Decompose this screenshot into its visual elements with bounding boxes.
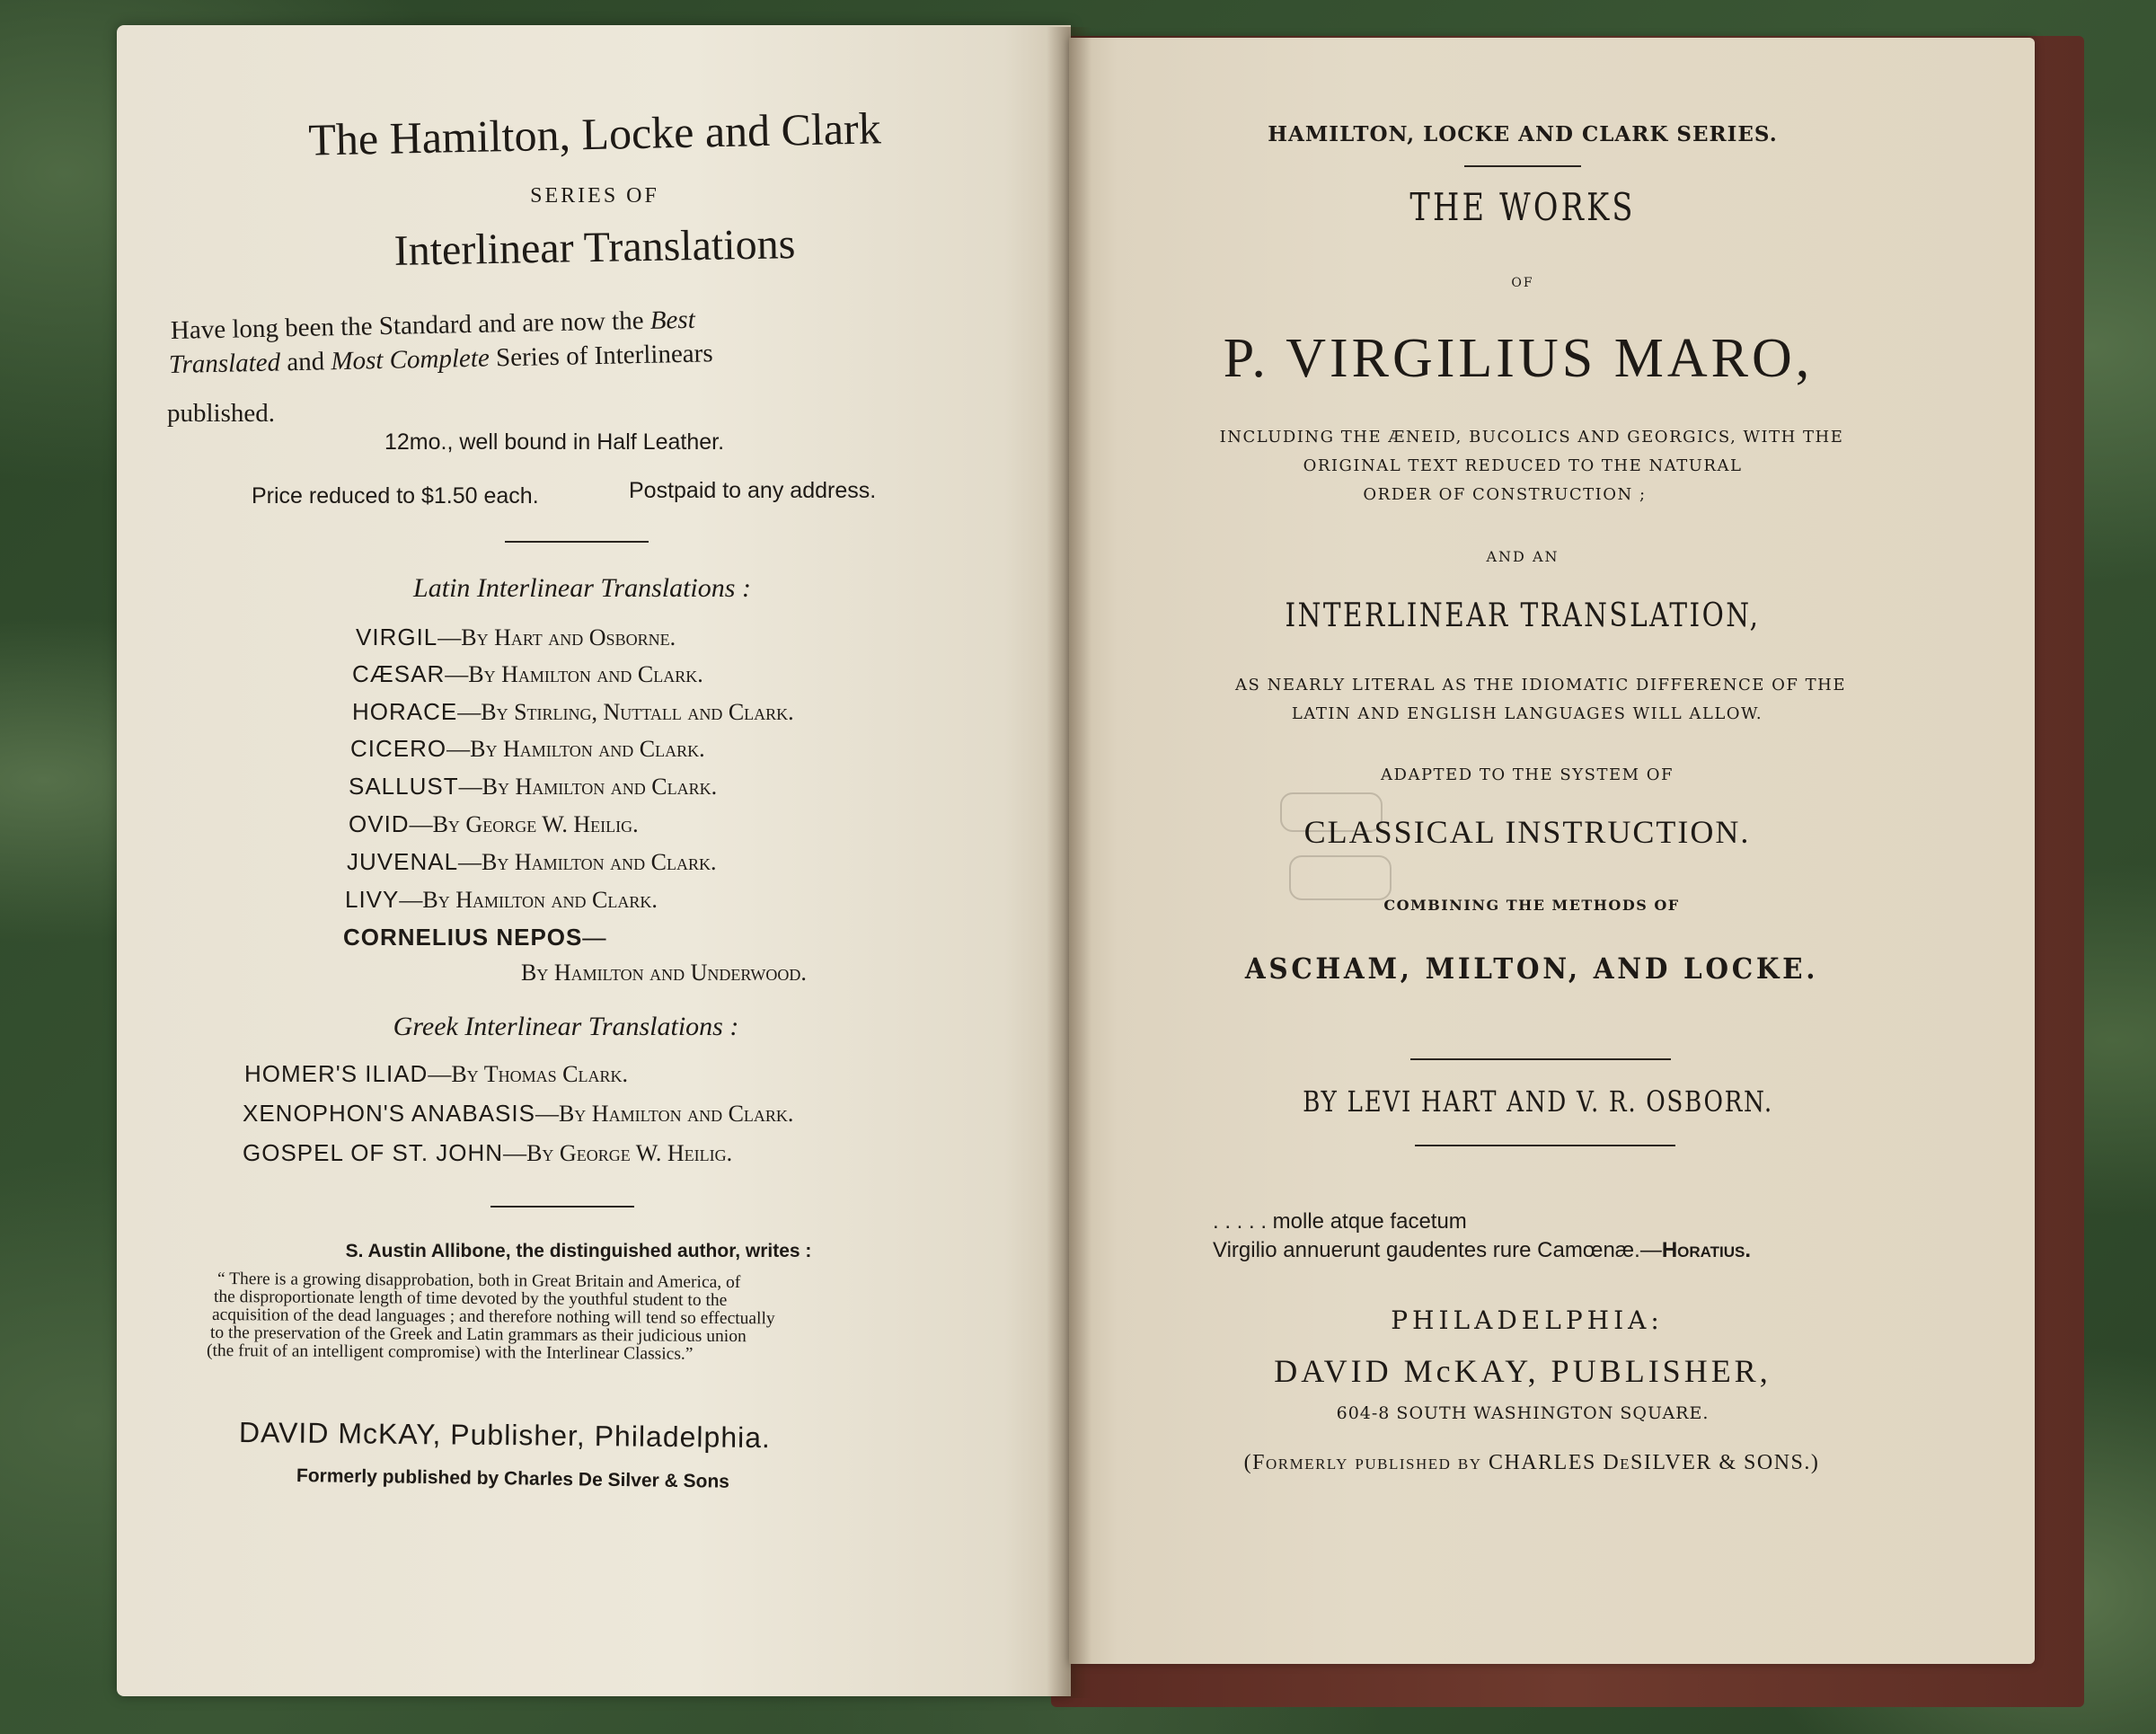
list-item: SALLUST—By Hamilton and Clark. [349, 773, 718, 800]
right-page [1069, 38, 2035, 1664]
title-works: THE WORKS [1409, 185, 1636, 229]
divider [1410, 1058, 1671, 1060]
list-item: CORNELIUS NEPOS— [343, 924, 606, 951]
divider [1415, 1145, 1675, 1146]
publisher-name: DAVID McKAY, PUBLISHER, [1274, 1353, 1772, 1389]
literal-line: LATIN AND ENGLISH LANGUAGES WILL ALLOW. [1291, 704, 1763, 723]
quote-line: “ There is a growing disapprobation, both in Great Britain and America, of [216, 1270, 741, 1293]
divider [1464, 165, 1581, 167]
list-item: VIRGIL—By Hart and Osborne. [356, 624, 676, 650]
page-stain [1289, 855, 1392, 900]
divider [505, 541, 649, 543]
series-of: SERIES OF [530, 184, 659, 208]
list-item: CÆSAR—By Hamilton and Clark. [352, 660, 703, 687]
list-item: XENOPHON'S ANABASIS—By Hamilton and Clark. [243, 1100, 794, 1127]
series-title: The Hamilton, Locke and Clark [307, 102, 882, 165]
including-line: ORDER OF CONSTRUCTION ; [1363, 485, 1647, 504]
divider [490, 1206, 634, 1208]
quote-line: (the fruit of an intelligent compromise) with the Interlinear Classics.” [206, 1341, 694, 1364]
list-item: CICERO—By Hamilton and Clark. [350, 735, 705, 762]
quote-line: to the preservation of the Greek and Latin grammars as their judicious union [209, 1323, 747, 1347]
list-item: LIVY—By Hamilton and Clark. [345, 886, 658, 913]
list-item: HOMER'S ILIAD—By Thomas Clark. [244, 1060, 628, 1087]
epigraph-line-2: Virgilio annuerunt gaudentes rure Camœnæ.—Horatius. [1213, 1238, 1752, 1262]
interlinear-translation: INTERLINEAR TRANSLATION, [1285, 597, 1761, 634]
book-gutter [1047, 27, 1091, 1698]
list-item-continued: By Hamilton and Underwood. [521, 960, 807, 986]
series-subtitle: Interlinear Translations [393, 220, 796, 275]
quote-line: the disproportionate length of time devoted by the youthful student to the [213, 1287, 728, 1310]
series-header: HAMILTON, LOCKE AND CLARK SERIES. [1268, 122, 1778, 146]
byline: BY LEVI HART AND V. R. OSBORN. [1303, 1084, 1773, 1119]
author-name: P. VIRGILIUS MARO, [1223, 328, 1814, 389]
intro-line-2: Translated and Most Complete Series of Interlinears [168, 339, 713, 379]
including-line: INCLUDING THE ÆNEID, BUCOLICS AND GEORGICS, WITH THE [1219, 428, 1844, 447]
postpaid-note: Postpaid to any address. [629, 478, 877, 503]
list-item: OVID—By George W. Heilig. [349, 810, 639, 837]
city: PHILADELPHIA: [1391, 1305, 1664, 1335]
classical-instruction: CLASSICAL INSTRUCTION. [1303, 814, 1751, 850]
intro-line-3: published. [167, 399, 276, 428]
publisher-imprint: DAVID McKAY, Publisher, Philadelphia. [238, 1416, 772, 1455]
price-note: Price reduced to $1.50 each. [252, 483, 539, 509]
list-item: JUVENAL—By Hamilton and Clark. [347, 848, 717, 875]
quote-line: acquisition of the dead languages ; and therefore nothing will tend so effectually [211, 1305, 775, 1329]
and-an: AND AN [1486, 548, 1560, 565]
title-of: OF [1511, 276, 1534, 290]
adapted-to: ADAPTED TO THE SYSTEM OF [1381, 765, 1674, 784]
list-item: GOSPEL OF ST. JOHN—By George W. Heilig. [243, 1139, 733, 1166]
intro-line-1: Have long been the Standard and are now the Best [170, 305, 696, 345]
left-page [117, 25, 1071, 1696]
formerly-published: Formerly published by Charles De Silver & Sons [296, 1465, 730, 1492]
greek-heading: Greek Interlinear Translations : [393, 1012, 739, 1041]
methods-names: ASCHAM, MILTON, AND LOCKE. [1244, 951, 1819, 986]
combining-methods: COMBINING THE METHODS OF [1383, 897, 1680, 914]
list-item: HORACE—By Stirling, Nuttall and Clark. [352, 698, 794, 725]
publisher-address: 604-8 SOUTH WASHINGTON SQUARE. [1336, 1403, 1710, 1423]
latin-heading: Latin Interlinear Translations : [413, 573, 751, 603]
allibone-intro: S. Austin Allibone, the distinguished author, writes : [345, 1241, 812, 1261]
literal-line: AS NEARLY LITERAL AS THE IDIOMATIC DIFFERENCE OF THE [1235, 676, 1846, 694]
epigraph-line-1: . . . . . molle atque facetum [1213, 1209, 1467, 1234]
including-line: ORIGINAL TEXT REDUCED TO THE NATURAL [1303, 456, 1743, 475]
binding-note: 12mo., well bound in Half Leather. [384, 429, 725, 455]
formerly-published: (Formerly published by CHARLES DeSILVER & SONS.) [1243, 1451, 1820, 1474]
